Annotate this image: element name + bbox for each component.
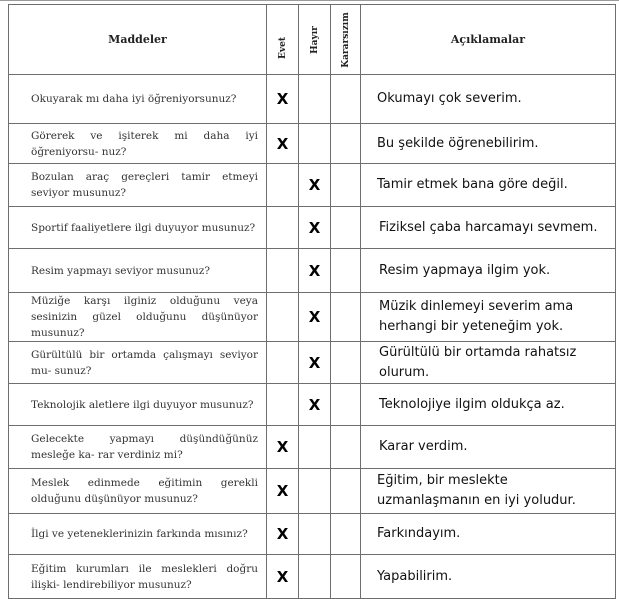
- item-text: Teknolojik aletlere ilgi duyuyor musunuz?: [9, 384, 267, 426]
- yes-cell: [267, 384, 299, 426]
- explanation-text: Yapabilirim.: [361, 555, 616, 599]
- item-text: Görerek ve işiterek mi daha iyi öğreniyorsu- nuz?: [9, 124, 267, 164]
- no-cell: [299, 426, 331, 469]
- explanation-text: Karar verdim.: [361, 426, 616, 469]
- undecided-cell: [331, 207, 361, 249]
- undecided-cell: [331, 426, 361, 469]
- undecided-cell: [331, 75, 361, 124]
- undecided-cell: [331, 249, 361, 293]
- no-cell: X: [299, 249, 331, 293]
- yes-cell: [267, 293, 299, 342]
- item-text: Eğitim kurumları ile meslekleri doğru ilişki- lendirebiliyor musunuz?: [9, 555, 267, 599]
- item-text: İlgi ve yeteneklerinizin farkında mısınız?: [9, 514, 267, 555]
- header-row: [9, 5, 616, 75]
- no-cell: X: [299, 164, 331, 207]
- yes-cell: [267, 249, 299, 293]
- explanation-text: Eğitim, bir meslekte uzmanlaşmanın en iyi yoludur.: [361, 469, 616, 514]
- table-row: [9, 207, 616, 249]
- yes-cell: X: [267, 75, 299, 124]
- table-row: [9, 555, 616, 599]
- undecided-cell: [331, 124, 361, 164]
- yes-cell: X: [267, 426, 299, 469]
- explanation-text: Farkındayım.: [361, 514, 616, 555]
- no-cell: X: [299, 342, 331, 384]
- header-yes: [267, 5, 299, 75]
- item-text: Gelecekte yapmayı düşündüğünüz mesleğe ka- rar verdiniz mi?: [9, 426, 267, 469]
- header-items: Maddeler: [9, 5, 267, 75]
- yes-cell: [267, 342, 299, 384]
- item-text: Müziğe karşı ilginiz olduğunu veya sesinizin güzel olduğunu düşünüyor musunuz?: [9, 293, 267, 342]
- undecided-cell: [331, 514, 361, 555]
- table-row: [9, 514, 616, 555]
- explanation-text: Fiziksel çaba harcamayı sevmem.: [361, 207, 616, 249]
- no-cell: [299, 124, 331, 164]
- header-undecided: [331, 5, 361, 75]
- undecided-cell: [331, 469, 361, 514]
- no-cell: X: [299, 207, 331, 249]
- undecided-cell: [331, 164, 361, 207]
- explanation-text: Resim yapmaya ilgim yok.: [361, 249, 616, 293]
- yes-cell: X: [267, 514, 299, 555]
- undecided-cell: [331, 293, 361, 342]
- no-cell: X: [299, 293, 331, 342]
- explanation-text: Okumayı çok severim.: [361, 75, 616, 124]
- yes-cell: X: [267, 124, 299, 164]
- item-text: Gürültülü bir ortamda çalışmayı seviyor mu- sunuz?: [9, 342, 267, 384]
- undecided-cell: [331, 342, 361, 384]
- header-yes-label: Evet: [277, 36, 288, 59]
- yes-cell: [267, 207, 299, 249]
- table-row: [9, 75, 616, 124]
- header-no-label: Hayır: [309, 25, 320, 54]
- explanation-text: Tamir etmek bana göre değil.: [361, 164, 616, 207]
- header-no: [299, 5, 331, 75]
- header-undecided-label: Kararsızım: [340, 11, 351, 68]
- item-text: Okuyarak mı daha iyi öğreniyorsunuz?: [9, 75, 267, 124]
- survey-table: [8, 4, 616, 599]
- no-cell: [299, 514, 331, 555]
- table-row: [9, 384, 616, 426]
- no-cell: X: [299, 384, 331, 426]
- yes-cell: X: [267, 469, 299, 514]
- undecided-cell: [331, 555, 361, 599]
- explanation-text: Bu şekilde öğrenebilirim.: [361, 124, 616, 164]
- no-cell: [299, 555, 331, 599]
- table-row: [9, 164, 616, 207]
- undecided-cell: [331, 384, 361, 426]
- table-row: [9, 426, 616, 469]
- table-row: [9, 469, 616, 514]
- no-cell: [299, 75, 331, 124]
- item-text: Sportif faaliyetlere ilgi duyuyor musunuz?: [9, 207, 267, 249]
- yes-cell: [267, 164, 299, 207]
- table-row: [9, 342, 616, 384]
- item-text: Meslek edinmede eğitimin gerekli olduğunu düşünüyor musunuz?: [9, 469, 267, 514]
- table-row: [9, 293, 616, 342]
- explanation-text: Müzik dinlemeyi severim ama herhangi bir yeteneğim yok.: [361, 293, 616, 342]
- explanation-text: Gürültülü bir ortamda rahatsız olurum.: [361, 342, 616, 384]
- table-row: [9, 249, 616, 293]
- table-row: [9, 124, 616, 164]
- no-cell: [299, 469, 331, 514]
- item-text: Bozulan araç gereçleri tamir etmeyi seviyor musunuz?: [9, 164, 267, 207]
- item-text: Resim yapmayı seviyor musunuz?: [9, 249, 267, 293]
- yes-cell: X: [267, 555, 299, 599]
- header-explanations: Açıklamalar: [361, 5, 616, 75]
- explanation-text: Teknolojiye ilgim oldukça az.: [361, 384, 616, 426]
